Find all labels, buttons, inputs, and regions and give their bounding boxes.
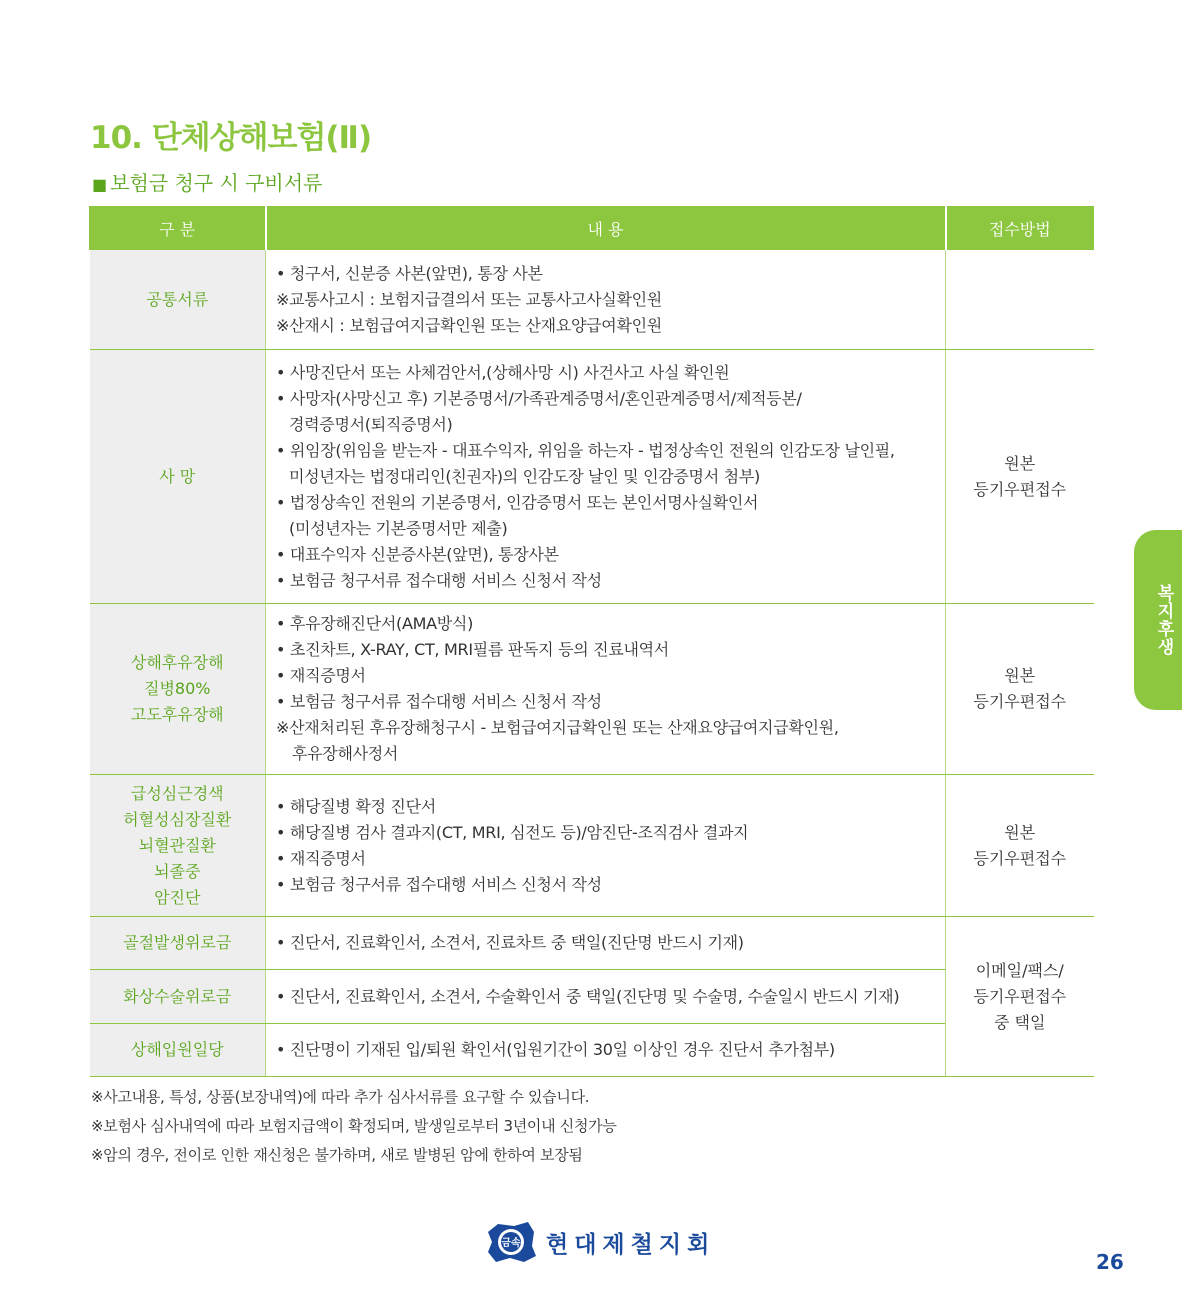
category-label: 암진단 bbox=[154, 887, 201, 907]
method-line: 원본 bbox=[1004, 453, 1036, 473]
content-cell bbox=[266, 970, 946, 1024]
method-cell bbox=[946, 775, 1094, 917]
table-row bbox=[90, 1024, 1094, 1077]
footnote: ※사고내용, 특성, 상품(보장내역)에 따라 추가 심사서류를 요구할 수 있습니다. bbox=[91, 1088, 590, 1106]
content-line: 경력증명서(퇴직증명서) bbox=[289, 414, 453, 434]
content-line: • 후유장해진단서(AMA방식) bbox=[276, 614, 474, 633]
category-cell bbox=[90, 970, 266, 1024]
section-title-text: 보험금 청구 시 구비서류 bbox=[110, 171, 323, 195]
method-line: 이메일/팩스/ bbox=[975, 960, 1064, 980]
content-line: • 초진차트, X-RAY, CT, MRI필름 판독지 등의 진료내역서 bbox=[276, 640, 669, 659]
category-label: 허혈성심장질환 bbox=[123, 809, 232, 829]
union-name: 현대제철지회 bbox=[546, 1231, 716, 1258]
category-cell bbox=[90, 775, 266, 917]
content-line: • 보험금 청구서류 접수대행 서비스 신청서 작성 bbox=[276, 570, 602, 590]
footnote: ※보험사 심사내역에 따라 보험지급액이 확정되며, 발생일로부터 3년이내 신청가능 bbox=[91, 1117, 617, 1135]
method-line: 등기우편접수 bbox=[973, 479, 1067, 499]
method-line: 등기우편접수 bbox=[973, 692, 1067, 711]
category-label: 상해입원일당 bbox=[130, 1040, 224, 1059]
table-row bbox=[90, 775, 1094, 917]
table-row bbox=[90, 970, 1094, 1024]
method-line: 등기우편접수 bbox=[973, 848, 1067, 868]
table-header-row bbox=[90, 207, 1094, 250]
content-line: • 해당질병 검사 결과지(CT, MRI, 심전도 등)/암진단-조직검사 결과지 bbox=[276, 822, 749, 842]
category-label: 뇌졸중 bbox=[154, 861, 201, 881]
method-line: 등기우편접수 bbox=[973, 986, 1067, 1006]
content-line: • 진단서, 진료확인서, 소견서, 수술확인서 중 택일(진단명 및 수술명, 수술일시 반드시 기재) bbox=[276, 986, 900, 1006]
category-label: 뇌혈관질환 bbox=[138, 835, 216, 855]
content-line: • 사망진단서 또는 사체검안서,(상해사망 시) 사건사고 사실 확인원 bbox=[276, 362, 730, 382]
section-title bbox=[92, 167, 322, 196]
content-line: • 진단명이 기재된 입/퇴원 확인서(입원기간이 30일 이상인 경우 진단서 추가첨부) bbox=[276, 1040, 835, 1059]
category-label: 화상수술위로금 bbox=[123, 986, 232, 1006]
table-row bbox=[90, 604, 1094, 775]
method-cell bbox=[946, 917, 1094, 1077]
page-number: 26 bbox=[1096, 1250, 1124, 1274]
union-emblem-icon bbox=[484, 1220, 538, 1264]
content-line: 미성년자는 법정대리인(친권자)의 인감도장 날인 및 인감증명서 첨부) bbox=[289, 466, 760, 486]
content-cell bbox=[266, 604, 946, 775]
method-line: 원본 bbox=[1004, 822, 1036, 842]
method-line: 중 택일 bbox=[994, 1012, 1046, 1032]
category-cell bbox=[90, 1024, 266, 1077]
header-method: 접수방법 bbox=[946, 207, 1094, 250]
content-line: • 보험금 청구서류 접수대행 서비스 신청서 작성 bbox=[276, 874, 602, 894]
category-cell bbox=[90, 604, 266, 775]
content-line: • 청구서, 신분증 사본(앞면), 통장 사본 bbox=[276, 263, 543, 283]
content-cell bbox=[266, 917, 946, 970]
category-cell bbox=[90, 350, 266, 604]
category-cell bbox=[90, 917, 266, 970]
content-line: • 법정상속인 전원의 기본증명서, 인감증명서 또는 본인서명사실확인서 bbox=[276, 492, 759, 512]
content-line: • 진단서, 진료확인서, 소견서, 진료차트 중 택일(진단명 반드시 기재) bbox=[276, 933, 744, 952]
footnotes bbox=[91, 1083, 617, 1170]
page-title: 10. 단체상해보험(Ⅱ) bbox=[90, 120, 372, 156]
content-line: ※산재시 : 보험급여지급확인원 또는 산재요양급여확인원 bbox=[276, 315, 662, 335]
required-documents-table bbox=[89, 206, 1094, 1077]
table-row bbox=[90, 250, 1094, 350]
svg-text:금속: 금속 bbox=[501, 1238, 521, 1249]
content-line: • 대표수익자 신분증사본(앞면), 통장사본 bbox=[276, 544, 559, 564]
footnote: ※암의 경우, 전이로 인한 재신청은 불가하며, 새로 발병된 암에 한하여 보장됨 bbox=[91, 1146, 583, 1164]
content-line: • 위임장(위임을 받는자 - 대표수익자, 위임을 하는자 - 법정상속인 전원의 인감도장 날인필, bbox=[276, 440, 895, 460]
category-label: 상해후유장해 bbox=[130, 653, 224, 672]
method-cell bbox=[946, 604, 1094, 775]
category-label: 사 망 bbox=[159, 466, 196, 486]
union-logo bbox=[484, 1220, 715, 1264]
header-content: 내 용 bbox=[266, 207, 946, 250]
method-cell bbox=[946, 250, 1094, 350]
side-tab-label: 복지후생 bbox=[1153, 584, 1174, 656]
content-cell bbox=[266, 1024, 946, 1077]
category-label: 질병80% bbox=[144, 679, 211, 698]
content-line: ※산재처리된 후유장해청구시 - 보험급여지급확인원 또는 산재요양급여지급확인원, bbox=[276, 718, 839, 737]
method-line: 원본 bbox=[1004, 666, 1036, 685]
table-row bbox=[90, 917, 1094, 970]
header-category: 구 분 bbox=[90, 207, 266, 250]
content-line: • 사망자(사망신고 후) 기본증명서/가족관계증명서/혼인관계증명서/제적등본/ bbox=[276, 388, 802, 408]
content-line: • 해당질병 확정 진단서 bbox=[276, 796, 436, 816]
method-cell bbox=[946, 350, 1094, 604]
content-line: • 재직증명서 bbox=[276, 666, 366, 685]
content-line: ※교통사고시 : 보험지급결의서 또는 교통사고사실확인원 bbox=[276, 289, 662, 309]
category-label: 골절발생위로금 bbox=[123, 933, 232, 952]
content-line: • 재직증명서 bbox=[276, 848, 366, 868]
content-line: 후유장해사정서 bbox=[292, 744, 399, 763]
category-label: 급성심근경색 bbox=[130, 783, 224, 803]
square-bullet-icon: ■ bbox=[92, 175, 108, 194]
content-cell bbox=[266, 250, 946, 350]
content-line: • 보험금 청구서류 접수대행 서비스 신청서 작성 bbox=[276, 692, 602, 711]
category-cell bbox=[90, 250, 266, 350]
content-cell bbox=[266, 350, 946, 604]
content-cell bbox=[266, 775, 946, 917]
side-section-tab[interactable] bbox=[1134, 530, 1182, 710]
category-label: 고도후유장해 bbox=[130, 705, 224, 724]
content-line: (미성년자는 기본증명서만 제출) bbox=[289, 518, 508, 538]
category-label: 공통서류 bbox=[146, 289, 209, 309]
table-row bbox=[90, 350, 1094, 604]
